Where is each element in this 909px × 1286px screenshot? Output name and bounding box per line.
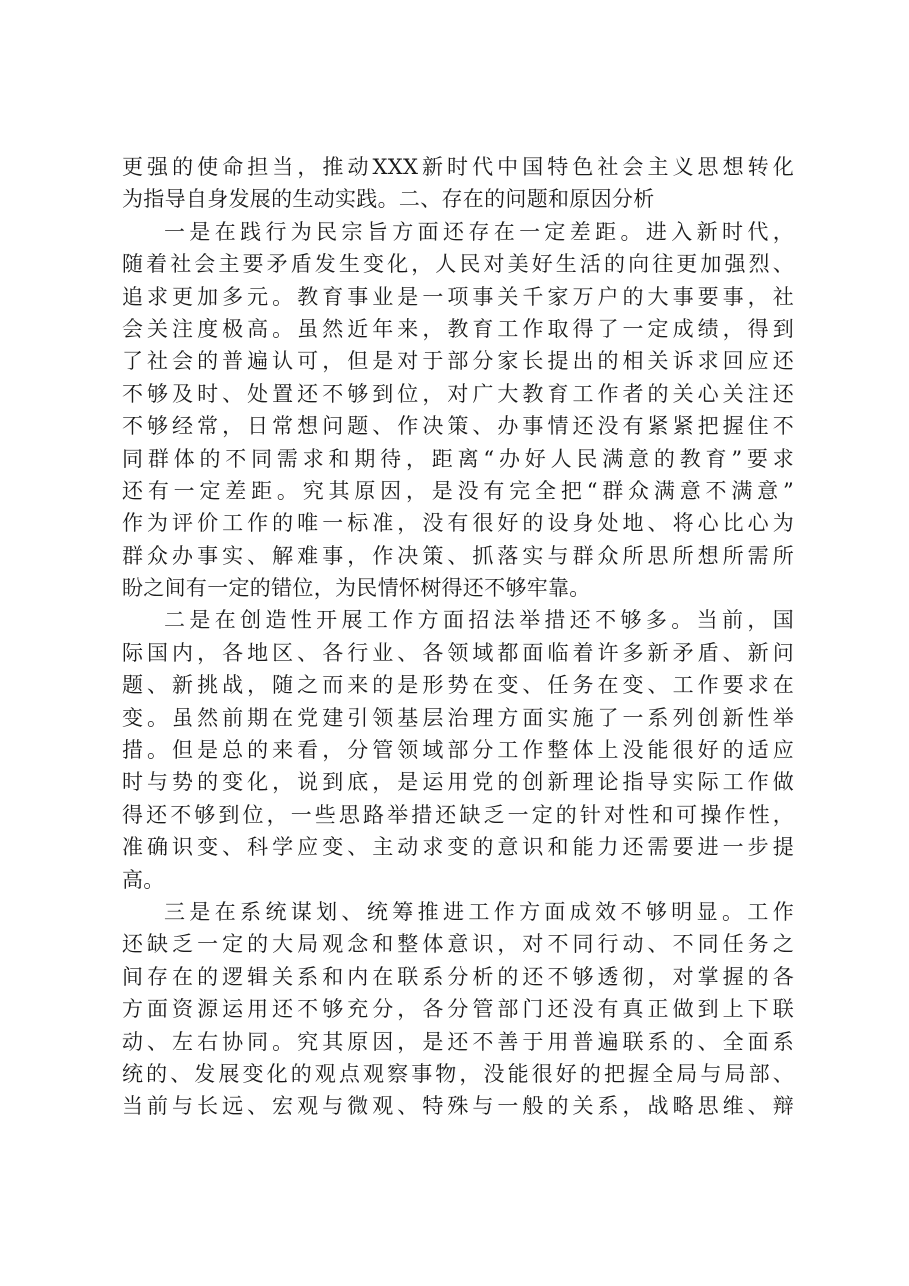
text-line: 作为评价工作的唯一标准，没有很好的设身处地、将心比心为 [122, 511, 794, 536]
text-line: 间存在的逻辑关系和内在联系分析的还不够透彻，对掌握的各 [122, 964, 794, 989]
text-line: 得还不够到位，一些思路举措还缺乏一定的针对性和可操作性， [122, 802, 794, 827]
paragraph-2-start: 二是在创造性开展工作方面招法举措还不够多。当前，国 [164, 608, 794, 633]
text-line: 统的、发展变化的观点观察事物，没能很好的把握全局与局部、 [122, 1061, 794, 1086]
text-line: 时与势的变化，说到底，是运用党的创新理论指导实际工作做 [122, 770, 794, 795]
text-line: 群众办事实、解难事，作决策、抓落实与群众所思所想所需所 [122, 543, 794, 568]
text-line: 随着社会主要矛盾发生变化，人民对美好生活的向往更加强烈、 [122, 252, 794, 277]
text-line: 动、左右协同。究其原因，是还不善于用普遍联系的、全面系 [122, 1029, 794, 1054]
text-line: 为指导自身发展的生动实践。二、存在的问题和原因分析 [122, 187, 655, 212]
text-line: 更强的使命担当，推动XXX新时代中国特色社会主义思想转化 [122, 155, 794, 179]
text-line: 变。虽然前期在党建引领基层治理方面实施了一系列创新性举 [122, 705, 794, 730]
text-line: 际国内，各地区、各行业、各领域都面临着许多新矛盾、新问 [122, 640, 794, 665]
paragraph-3-start: 三是在系统谋划、统筹推进工作方面成效不够明显。工作 [164, 899, 794, 924]
text-line: 还缺乏一定的大局观念和整体意识，对不同行动、不同任务之 [122, 932, 794, 957]
text-line: 准确识变、科学应变、主动求变的意识和能力还需要进一步提 [122, 835, 794, 860]
text-line: 不够及时、处置还不够到位，对广大教育工作者的关心关注还 [122, 381, 794, 406]
text-line: 会关注度极高。虽然近年来，教育工作取得了一定成绩，得到 [122, 316, 794, 341]
paragraph-1-start: 一是在践行为民宗旨方面还存在一定差距。进入新时代， [164, 219, 794, 244]
text-line: 措。但是总的来看，分管领域部分工作整体上没能很好的适应 [122, 738, 794, 763]
text-line: 同群体的不同需求和期待，距离“办好人民满意的教育”要求 [122, 446, 794, 471]
text-line: 了社会的普遍认可，但是对于部分家长提出的相关诉求回应还 [122, 349, 794, 374]
text-line: 盼之间有一定的错位，为民情怀树得还不够牢靠。 [122, 576, 591, 601]
body-text [122, 151, 794, 1123]
text-line: 不够经常，日常想问题、作决策、办事情还没有紧紧把握住不 [122, 414, 794, 439]
text-line: 方面资源运用还不够充分，各分管部门还没有真正做到上下联 [122, 997, 794, 1022]
text-line: 追求更加多元。教育事业是一项事关千家万户的大事要事，社 [122, 284, 794, 309]
text-line: 还有一定差距。究其原因，是没有完全把“群众满意不满意” [122, 478, 794, 503]
text-line: 当前与长远、宏观与微观、特殊与一般的关系，战略思维、辩 [122, 1094, 794, 1119]
text-line: 题、新挑战，随之而来的是形势在变、任务在变、工作要求在 [122, 673, 794, 698]
text-line: 高。 [122, 867, 165, 892]
